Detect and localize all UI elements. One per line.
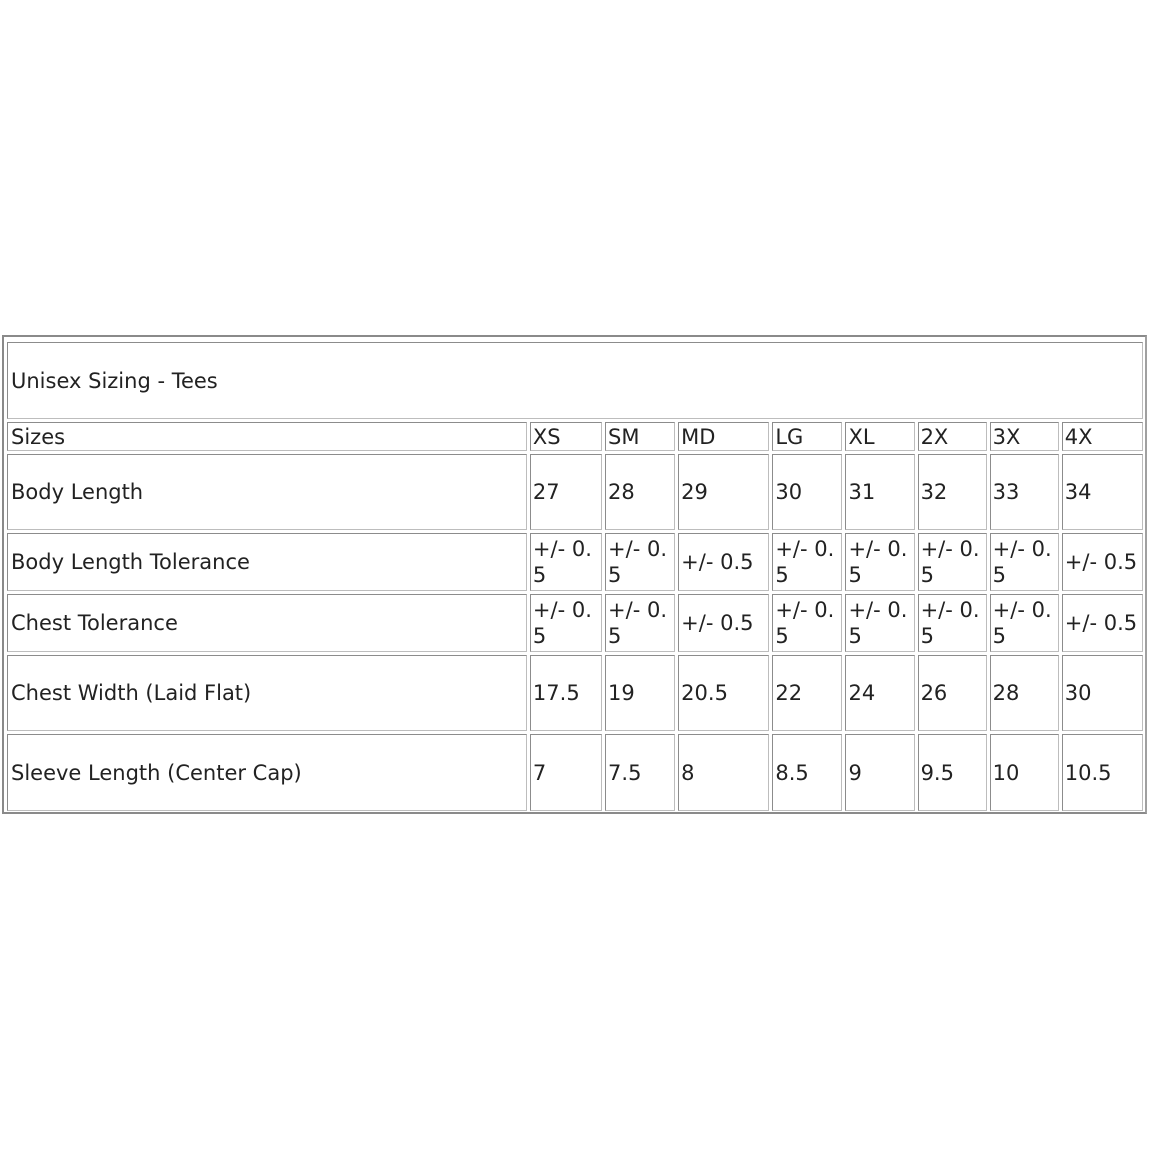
table-cell: 29 — [678, 454, 769, 530]
table-cell: 19 — [605, 655, 675, 731]
table-cell: 32 — [918, 454, 987, 530]
table-cell: +/- 0.5 — [530, 594, 602, 652]
table-cell: +/- 0.5 — [845, 594, 914, 652]
table-cell: 9 — [845, 734, 914, 811]
table-row — [7, 734, 1143, 811]
header-size: SM — [605, 422, 675, 451]
table-cell: 8 — [678, 734, 769, 811]
table-cell: 7 — [530, 734, 602, 811]
size-chart-table — [4, 339, 1146, 814]
table-cell: +/- 0.5 — [845, 533, 914, 591]
table-header-row — [7, 422, 1143, 451]
row-label: Body Length — [7, 454, 527, 530]
table-cell: +/- 0.5 — [530, 533, 602, 591]
table-cell: +/- 0.5 — [678, 594, 769, 652]
header-label: Sizes — [7, 422, 527, 451]
table-cell: 31 — [845, 454, 914, 530]
table-row — [7, 594, 1143, 652]
table-cell: 28 — [605, 454, 675, 530]
table-cell: 17.5 — [530, 655, 602, 731]
table-cell: 28 — [990, 655, 1059, 731]
row-label: Sleeve Length (Center Cap) — [7, 734, 527, 811]
table-cell: 9.5 — [918, 734, 987, 811]
table-title: Unisex Sizing - Tees — [7, 342, 1143, 419]
header-size: 4X — [1062, 422, 1143, 451]
table-cell: +/- 0.5 — [990, 594, 1059, 652]
table-cell: 7.5 — [605, 734, 675, 811]
table-row — [7, 533, 1143, 591]
table-cell: +/- 0.5 — [772, 533, 842, 591]
table-row — [7, 655, 1143, 731]
table-cell: 30 — [1062, 655, 1143, 731]
table-cell: 10.5 — [1062, 734, 1143, 811]
header-size: XL — [845, 422, 914, 451]
table-cell: 8.5 — [772, 734, 842, 811]
header-size: 2X — [918, 422, 987, 451]
table-row — [7, 454, 1143, 530]
row-label: Chest Tolerance — [7, 594, 527, 652]
header-size: LG — [772, 422, 842, 451]
table-cell: +/- 0.5 — [678, 533, 769, 591]
table-cell: 33 — [990, 454, 1059, 530]
table-cell: 26 — [918, 655, 987, 731]
table-title-row — [7, 342, 1143, 419]
table-cell: 22 — [772, 655, 842, 731]
row-label: Body Length Tolerance — [7, 533, 527, 591]
header-size: MD — [678, 422, 769, 451]
table-cell: +/- 0.5 — [772, 594, 842, 652]
table-cell: 20.5 — [678, 655, 769, 731]
table-cell: 34 — [1062, 454, 1143, 530]
table-cell: 24 — [845, 655, 914, 731]
table-cell: +/- 0.5 — [605, 533, 675, 591]
table-cell: 30 — [772, 454, 842, 530]
table-cell: 10 — [990, 734, 1059, 811]
table-cell: +/- 0.5 — [918, 594, 987, 652]
table-cell: +/- 0.5 — [918, 533, 987, 591]
table-cell: +/- 0.5 — [1062, 594, 1143, 652]
header-size: 3X — [990, 422, 1059, 451]
table-cell: +/- 0.5 — [1062, 533, 1143, 591]
header-size: XS — [530, 422, 602, 451]
row-label: Chest Width (Laid Flat) — [7, 655, 527, 731]
table-cell: +/- 0.5 — [605, 594, 675, 652]
table-cell: +/- 0.5 — [990, 533, 1059, 591]
table-cell: 27 — [530, 454, 602, 530]
